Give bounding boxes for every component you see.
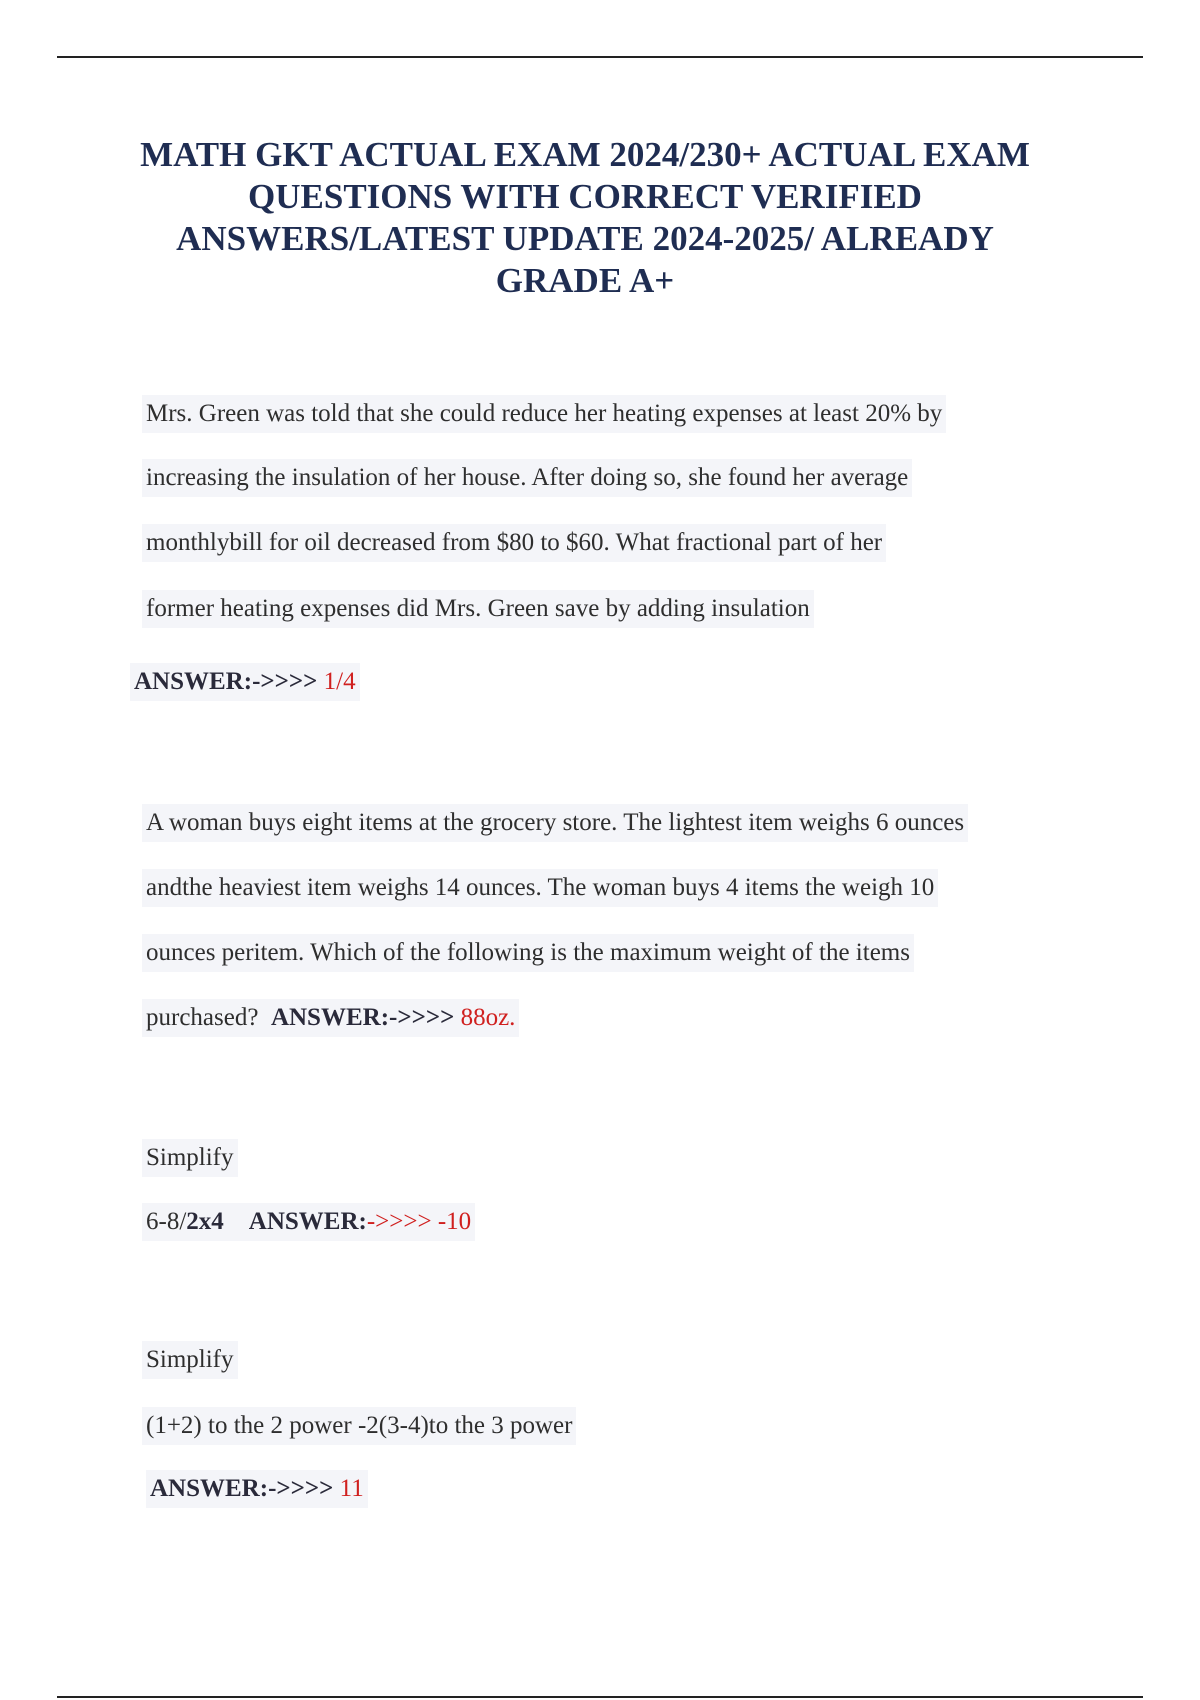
question-1-line-1: Mrs. Green was told that she could reduce her heating expenses at least 20% by: [142, 395, 946, 433]
question-1-line-2: increasing the insulation of her house. After doing so, she found her average: [142, 459, 912, 497]
expression-plain: 6-8/: [146, 1208, 187, 1235]
answer-value: -10: [437, 1208, 472, 1235]
question-2-line-4: [142, 999, 519, 1037]
top-rule: [57, 56, 1143, 58]
question-1-line-4: former heating expenses did Mrs. Green save by adding insulation: [142, 590, 814, 628]
answer-value: 1/4: [323, 668, 356, 695]
question-2-line-2: andthe heaviest item weighs 14 ounces. The woman buys 4 items the weigh 10: [142, 869, 938, 907]
question-3-answer: [142, 1203, 475, 1241]
question-1-answer: [130, 663, 360, 701]
answer-arrow: ->>>>: [366, 1208, 432, 1235]
question-2-line-1: A woman buys eight items at the grocery store. The lightest item weighs 6 ounces: [142, 804, 968, 842]
answer-label: ANSWER:->>>>: [270, 1004, 455, 1031]
question-4-line-2: (1+2) to the 2 power -2(3-4)to the 3 power: [142, 1407, 576, 1445]
answer-label: ANSWER:->>>>: [150, 1475, 334, 1502]
question-2-line-3: ounces peritem. Which of the following is the maximum weight of the items: [142, 934, 914, 972]
question-4-line-1: Simplify: [142, 1341, 238, 1379]
answer-value: 11: [339, 1475, 364, 1502]
question-3-line-1: Simplify: [142, 1139, 238, 1177]
expression-bold: 2x4: [186, 1208, 224, 1235]
answer-label: ANSWER:: [248, 1208, 367, 1235]
answer-label: ANSWER:->>>>: [134, 668, 318, 695]
answer-value: 88oz.: [460, 1004, 516, 1031]
bottom-rule: [57, 1696, 1143, 1698]
document-title: MATH GKT ACTUAL EXAM 2024/230+ ACTUAL EXAM QUESTIONS WITH CORRECT VERIFIED ANSWERS/LATEST UPDATE 2024-2025/ ALREADY GRADE A+: [140, 135, 1030, 300]
question-4-answer: [146, 1470, 368, 1508]
question-2-line-4-text: purchased?: [146, 1004, 259, 1031]
question-1-line-3: monthlybill for oil decreased from $80 to $60. What fractional part of her: [142, 524, 886, 562]
